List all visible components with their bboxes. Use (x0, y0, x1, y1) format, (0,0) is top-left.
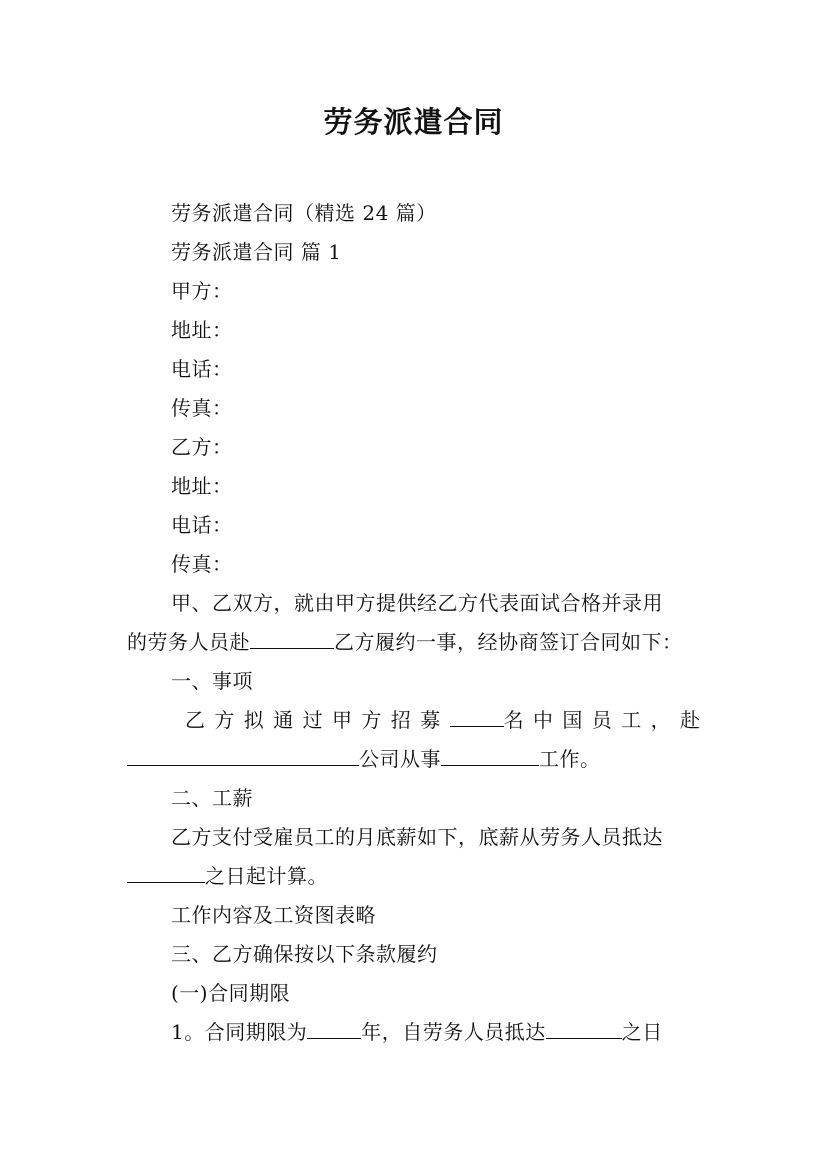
section-three-heading: 三、乙方确保按以下条款履约 (171, 942, 438, 966)
section-two-heading: 二、工薪 (171, 786, 253, 810)
party-b-label: 乙方： (171, 435, 233, 459)
section-one-line-2 (127, 740, 713, 779)
contract-term-line (127, 1013, 713, 1052)
job-type-blank (441, 745, 539, 766)
salary-paragraph (127, 818, 713, 896)
contract-term-heading: (一)合同期限 (171, 981, 291, 1005)
term-text-start: 1。合同期限为 (171, 1020, 308, 1044)
term-text-middle: 年，自劳务人员抵达 (361, 1020, 546, 1044)
salary-line-1: 乙方支付受雇员工的月底薪如下，底薪从劳务人员抵达 (171, 825, 663, 849)
party-b-fax-label: 传真： (171, 552, 233, 576)
party-b-address-label: 地址： (171, 474, 233, 498)
destination-blank (250, 628, 334, 649)
preamble-paragraph (127, 584, 713, 662)
employee-count-blank (450, 706, 504, 727)
term-years-blank (307, 1018, 361, 1039)
preamble-line-2 (127, 623, 713, 662)
arrival-date-blank (127, 862, 205, 883)
company-text: 公司从事 (359, 747, 441, 771)
recruit-text-start: 乙方拟通过甲方招募 (185, 708, 450, 732)
document-body (127, 194, 713, 1052)
contract-section-label: 劳务派遣合同 篇 1 (171, 240, 342, 264)
party-a-phone-label: 电话： (171, 357, 233, 381)
salary-line-2 (127, 857, 713, 896)
recruit-text-end: 名中国员工，赴 (503, 708, 710, 732)
party-a-address-label: 地址： (171, 318, 233, 342)
party-b-phone-label: 电话： (171, 513, 233, 537)
preamble-line-1: 甲、乙双方，就由甲方提供经乙方代表面试合格并录用 (171, 591, 663, 615)
salary-text-end: 之日起计算。 (205, 864, 328, 888)
document-title: 劳务派遣合同 (323, 105, 504, 139)
company-name-blank (127, 745, 359, 766)
term-text-end: 之日 (621, 1020, 663, 1044)
section-one-paragraph (127, 701, 713, 779)
work-content-note: 工作内容及工资图表略 (171, 903, 376, 927)
preamble-text-end: 乙方履约一事，经协商签订合同如下： (334, 630, 683, 654)
preamble-text-start: 的劳务人员赴 (127, 630, 250, 654)
work-text: 工作。 (539, 747, 601, 771)
section-one-line-1 (127, 701, 713, 740)
party-a-fax-label: 传真： (171, 396, 233, 420)
contract-heading-line: 劳务派遣合同（精选 24 篇） (171, 201, 437, 225)
term-arrival-blank (546, 1018, 622, 1039)
section-one-heading: 一、事项 (171, 669, 253, 693)
party-a-label: 甲方： (171, 279, 233, 303)
